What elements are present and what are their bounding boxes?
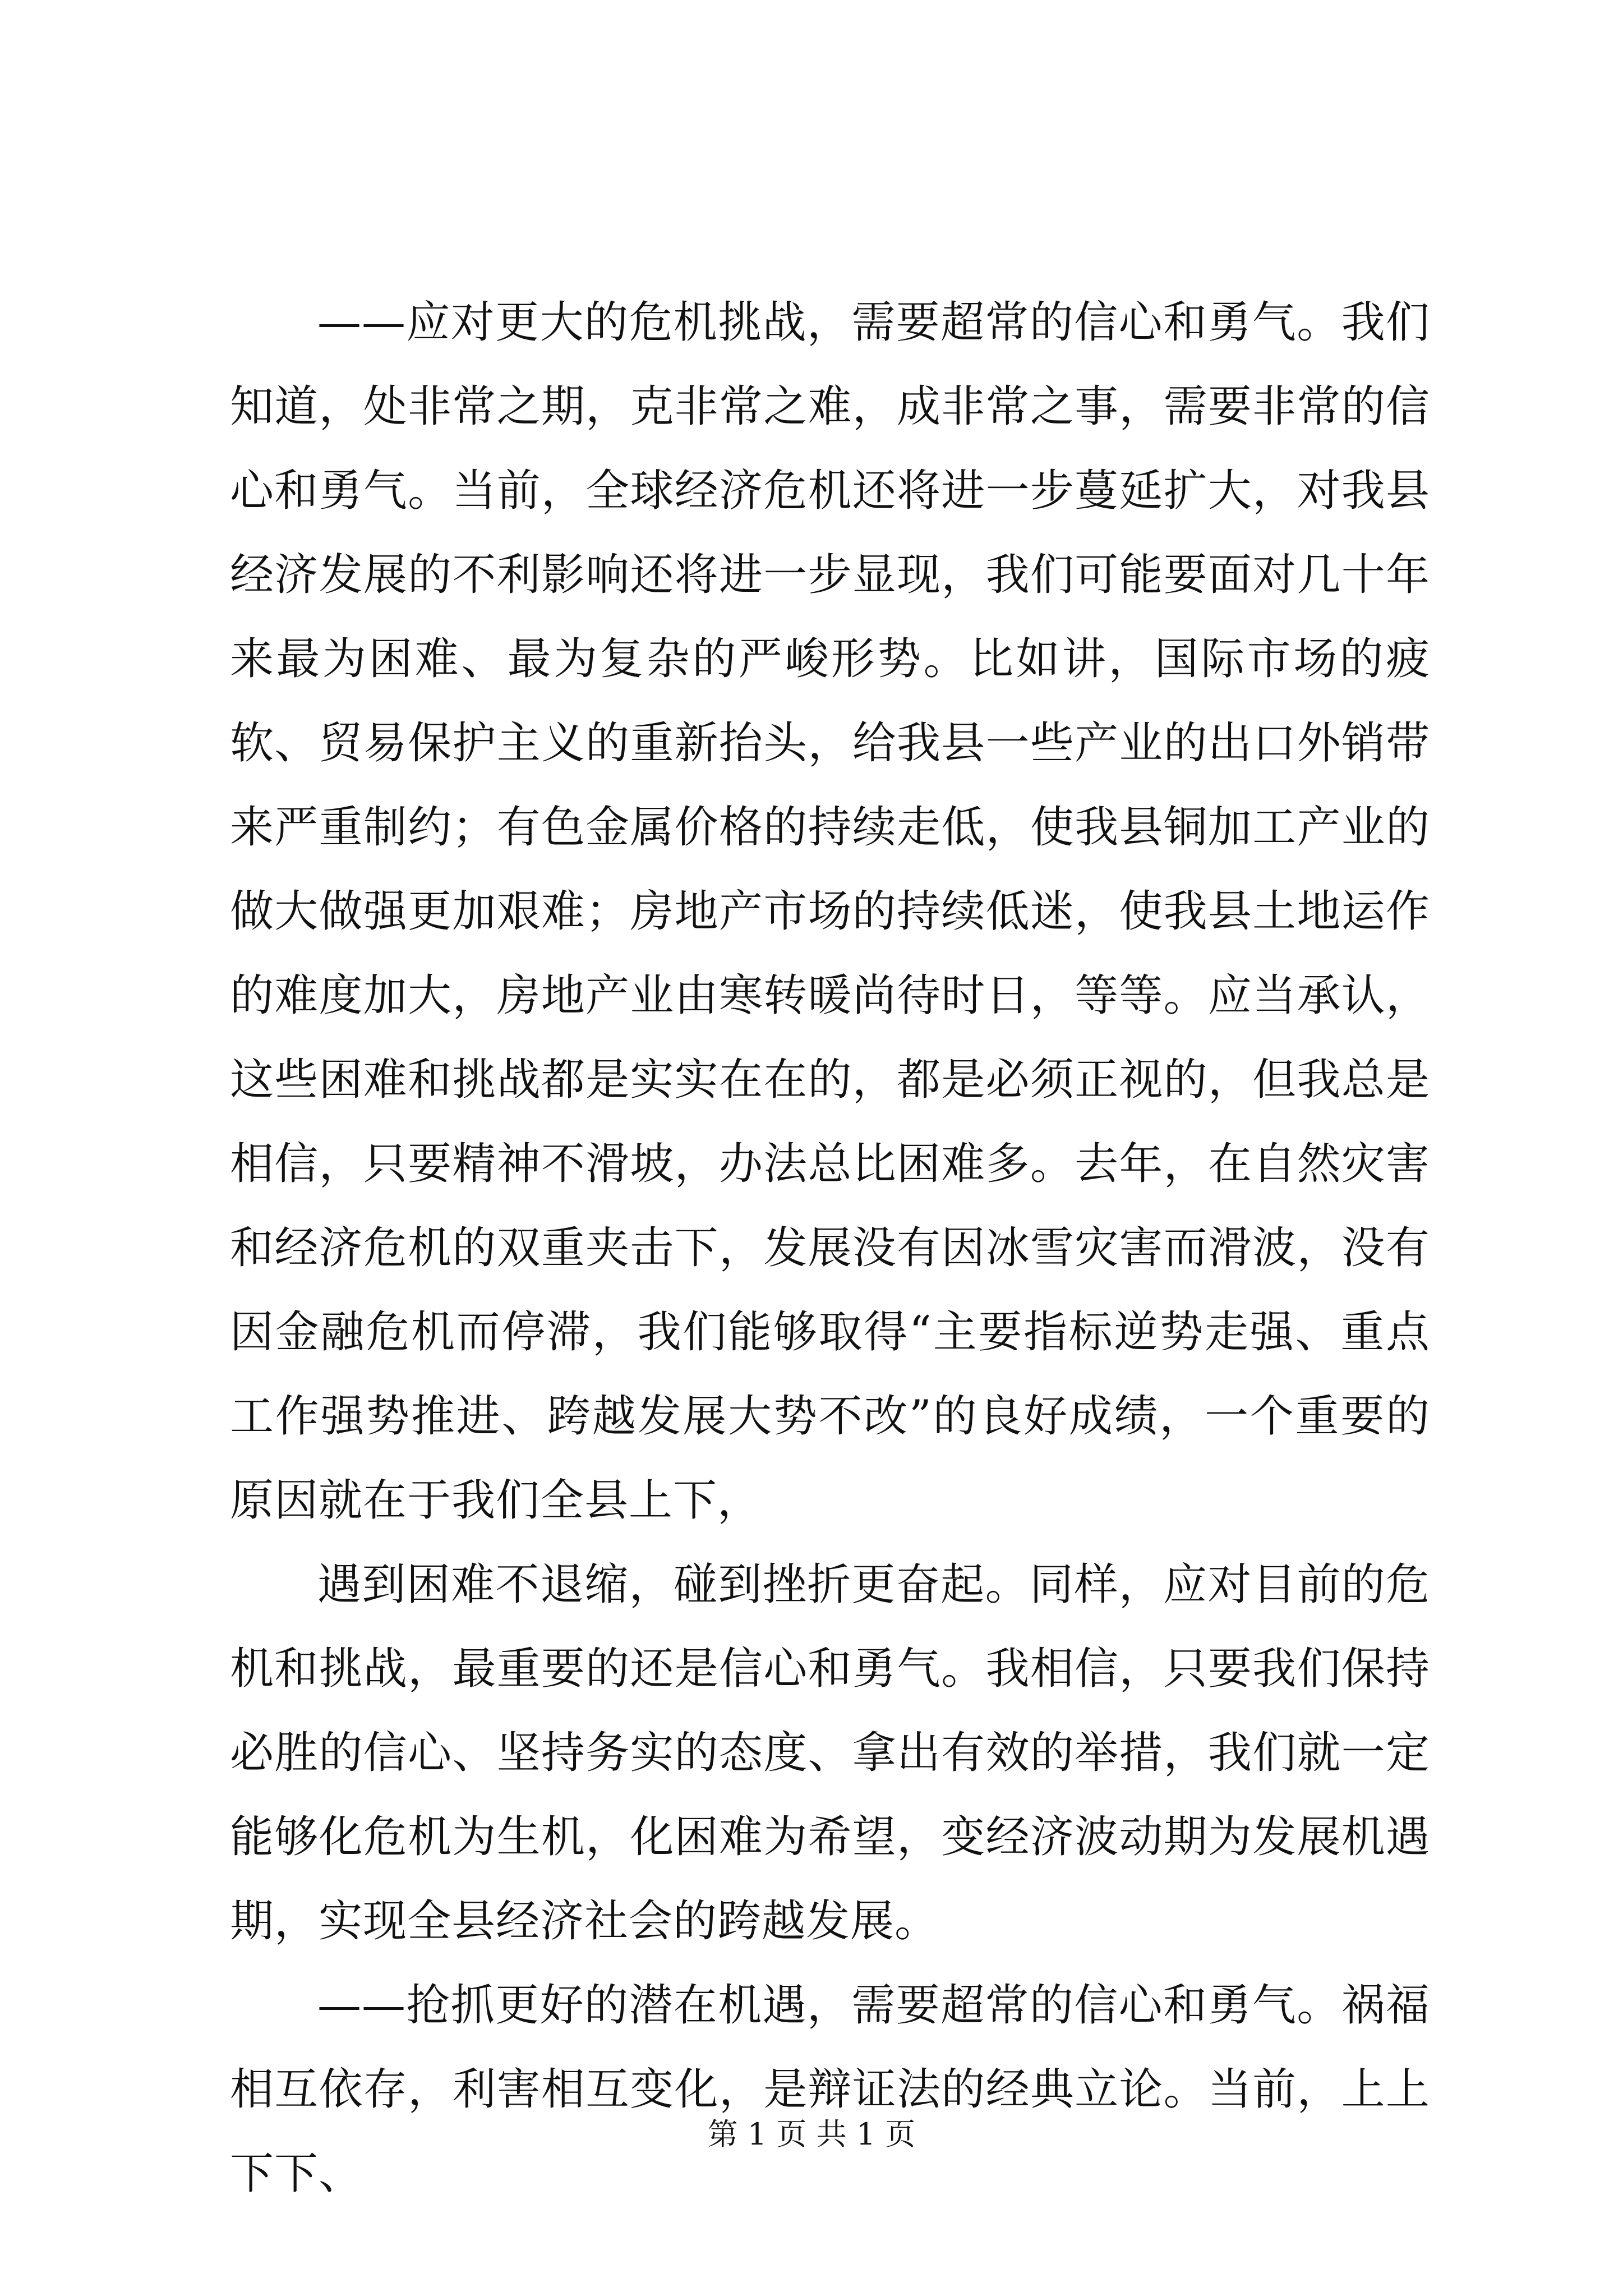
page-number-footer: 第 1 页 共 1 页	[707, 2116, 916, 2152]
document-body	[230, 280, 1430, 2216]
paragraph-1: ——应对更大的危机挑战，需要超常的信心和勇气。我们知道，处非常之期，克非常之难，成非常之事，需要非常的信心和勇气。当前，全球经济危机还将进一步蔓延扩大，对我县经济发展的不利影响还将进一步显现，我们可能要面对几十年来最为困难、最为复杂的严峻形势。比如讲，国际市场的疲软、贸易保护主义的重新抬头，给我县一些产业的出口外销带来严重制约；有色金属价格的持续走低，使我县铜加工产业的做大做强更加艰难；房地产市场的持续低迷，使我县土地运作的难度加大，房地产业由寒转暖尚待时日，等等。应当承认，这些困难和挑战都是实实在在的，都是必须正视的，但我总是相信，只要精神不滑坡，办法总比困难多。去年，在自然灾害和经济危机的双重夹击下，发展没有因冰雪灾害而滑波，没有因金融危机而停滞，我们能够取得“主要指标逆势走强、重点工作强势推进、跨越发展大势不改”的良好成绩，一个重要的原因就在于我们全县上下，	[230, 297, 1430, 1526]
paragraph-3: ——抢抓更好的潜在机遇，需要超常的信心和勇气。祸福相互依存，利害相互变化，是辩证法的经典立论。当前，上上下下、	[230, 1980, 1430, 2199]
paragraph-2: 遇到困难不退缩，碰到挫折更奋起。同样，应对目前的危机和挑战，最重要的还是信心和勇气。我相信，只要我们保持必胜的信心、坚持务实的态度、拿出有效的举措，我们就一定能够化危机为生机，化困难为希望，变经济波动期为发展机遇期，实现全县经济社会的跨越发展。	[230, 1559, 1430, 1947]
